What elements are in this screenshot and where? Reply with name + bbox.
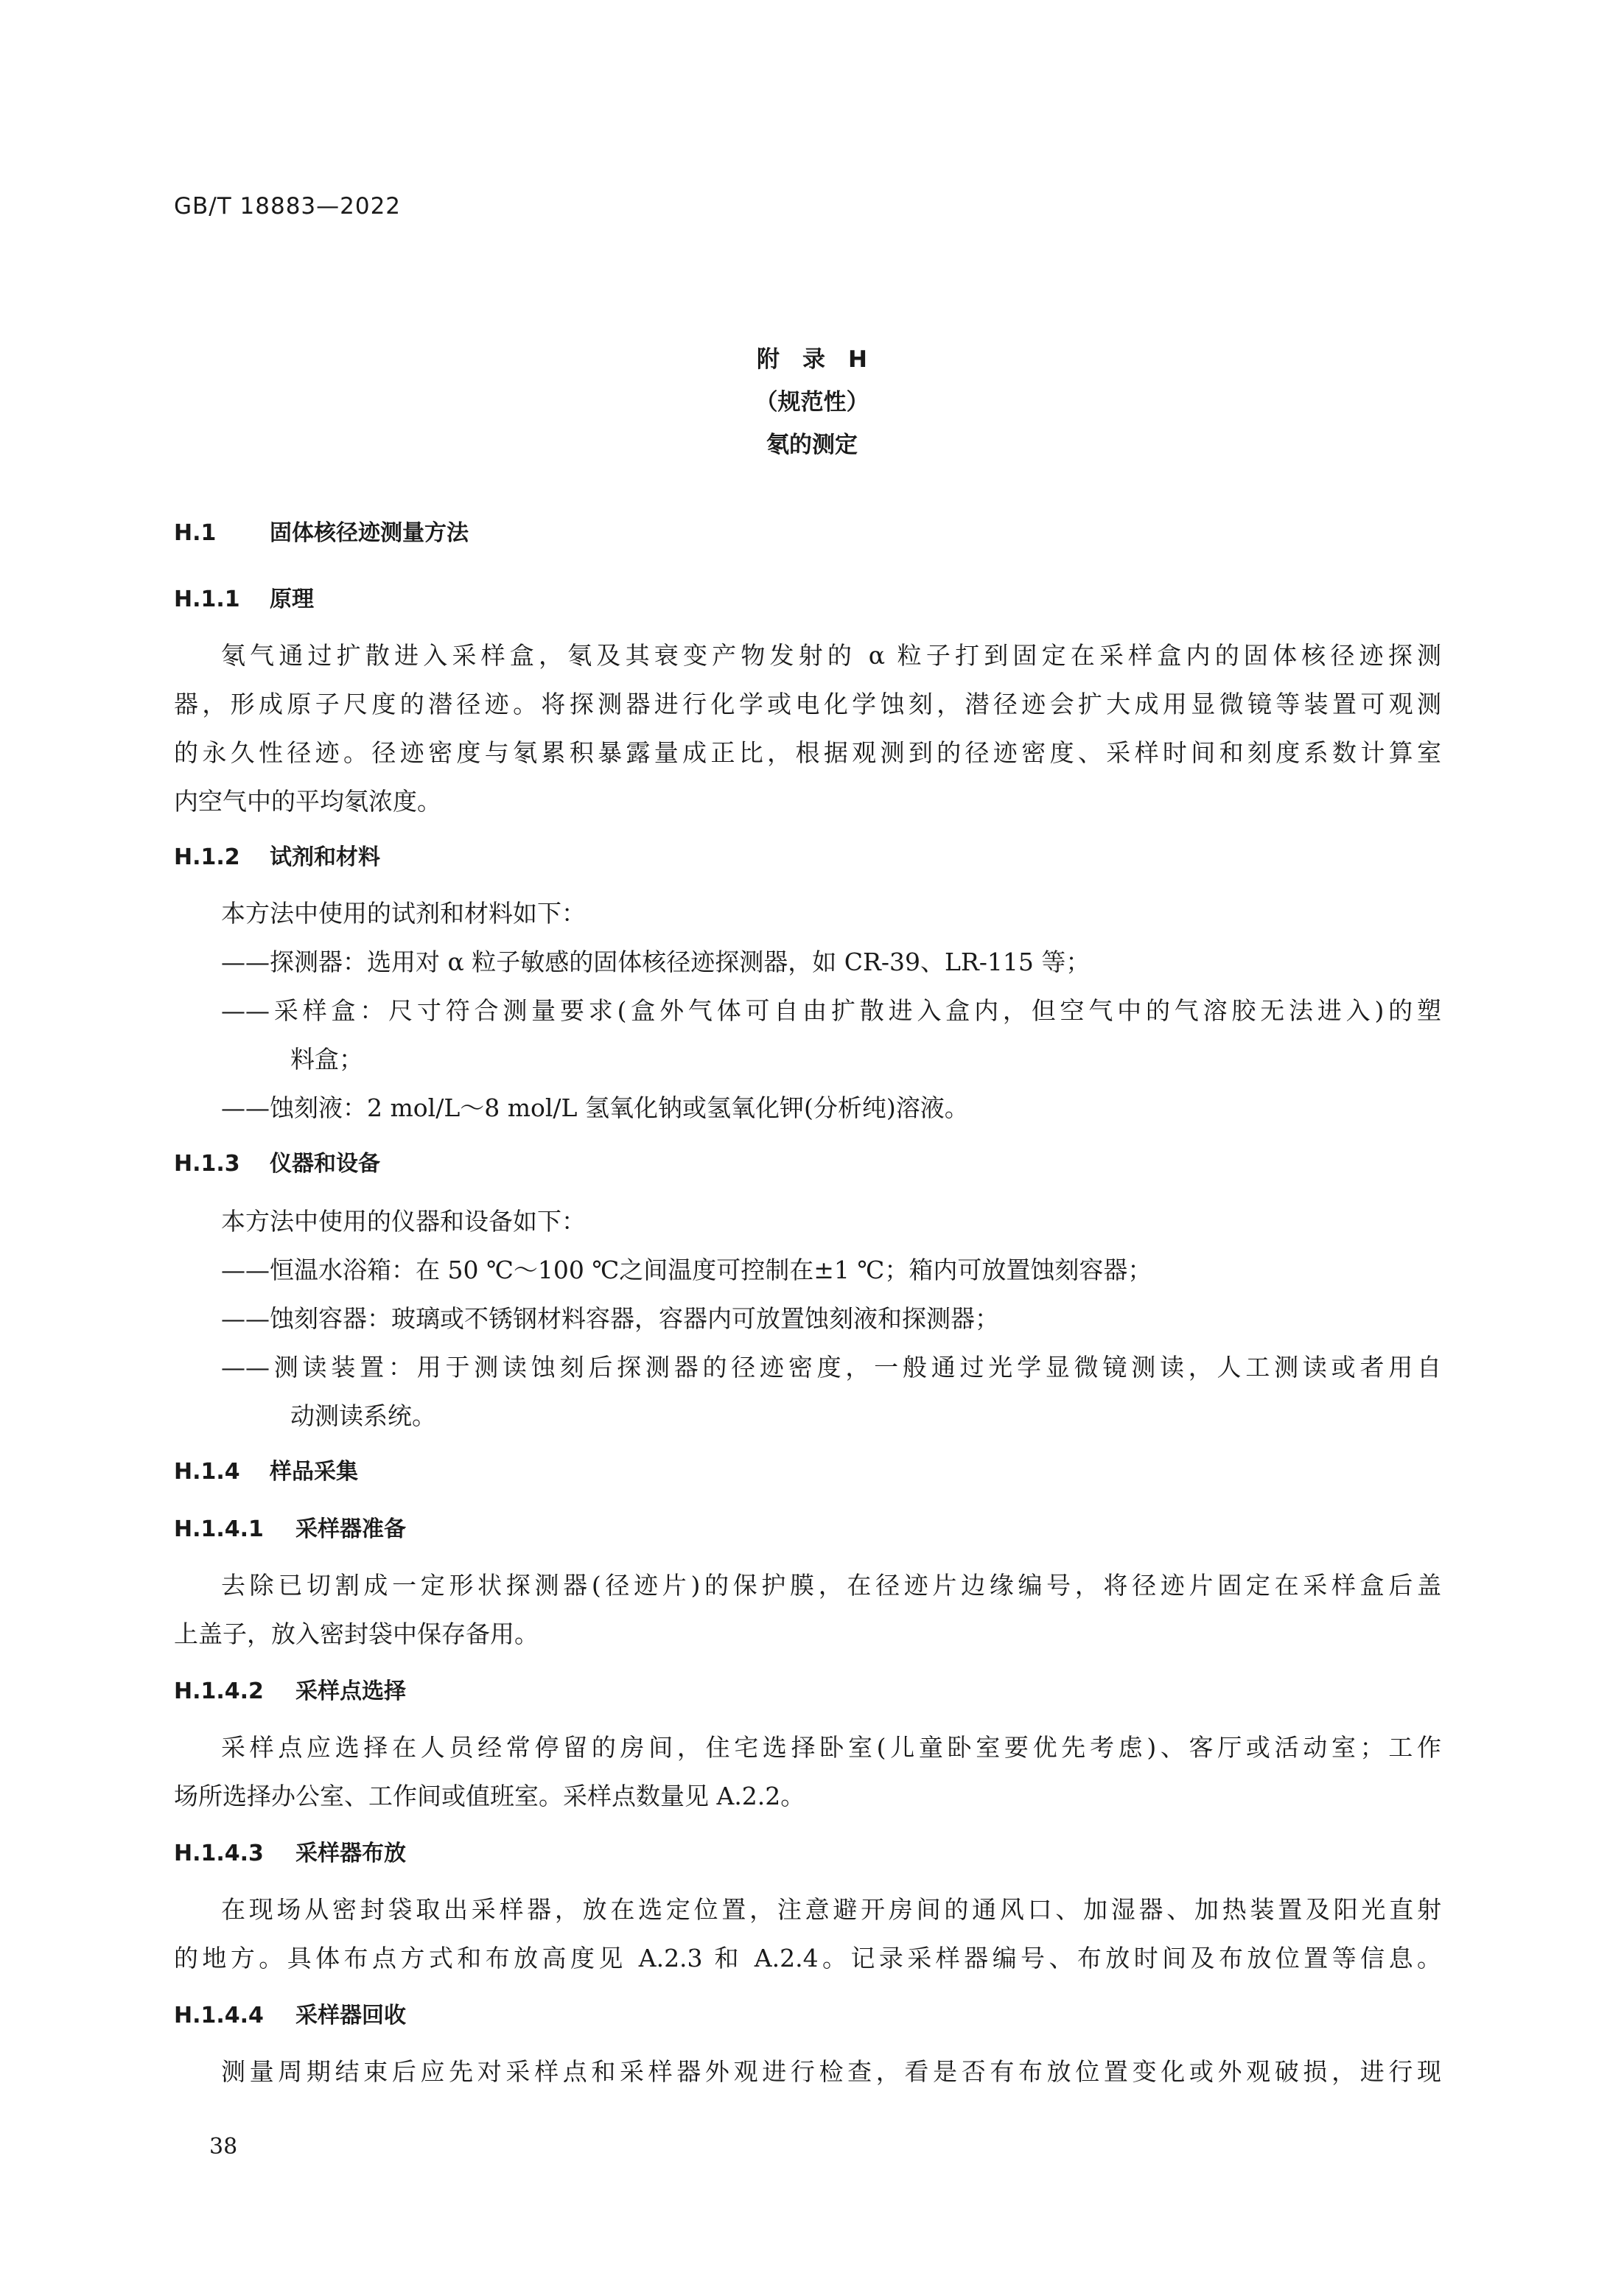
section-heading-h1-4-2: [174, 1673, 406, 1705]
section-title: 样品采集: [270, 1459, 358, 1485]
paragraph-line: 氡气通过扩散进入采样盒，氡及其衰变产物发射的 α 粒子打到固定在采样盒内的固体核径迹探测: [221, 641, 1441, 670]
section-heading-h1-1: [174, 581, 314, 613]
paragraph-line: 去除已切割成一定形状探测器(径迹片)的保护膜，在径迹片边缘编号，将径迹片固定在采样盒后盖: [221, 1571, 1441, 1600]
section-heading-h1-4-4: [174, 1997, 406, 2029]
section-number: H.1.4.1: [174, 1516, 264, 1542]
paragraph-line: 内空气中的平均氡浓度。: [174, 787, 441, 816]
section-heading-h1-2: [174, 839, 380, 871]
section-number: H.1.4.4: [174, 2003, 264, 2028]
section-heading-h1: [174, 514, 469, 547]
paragraph-line: 上盖子，放入密封袋中保存备用。: [174, 1620, 539, 1648]
paragraph-line: 本方法中使用的仪器和设备如下：: [221, 1207, 586, 1236]
section-heading-h1-4: [174, 1453, 358, 1485]
section-number: H.1.3: [174, 1151, 240, 1177]
section-title: 采样点选择: [295, 1678, 406, 1704]
paragraph-line: 本方法中使用的试剂和材料如下：: [221, 899, 586, 928]
section-heading-h1-3: [174, 1145, 380, 1177]
paragraph-line: 的地方。具体布点方式和布放高度见 A.2.3 和 A.2.4。记录采样器编号、布放时间及布放位置等信息。: [174, 1944, 1441, 1972]
paragraph-line: 的永久性径迹。径迹密度与氡累积暴露量成正比，根据观测到的径迹密度、采样时间和刻度系数计算室: [174, 738, 1441, 767]
section-heading-h1-4-3: [174, 1835, 406, 1867]
section-title: 仪器和设备: [270, 1151, 380, 1177]
section-number: H.1.4.2: [174, 1678, 264, 1704]
section-number: H.1.4.3: [174, 1841, 264, 1866]
section-number: H.1.2: [174, 844, 240, 870]
section-number: H.1: [174, 520, 217, 546]
section-title: 采样器准备: [295, 1516, 406, 1542]
section-title: 原理: [270, 587, 314, 612]
list-item-continuation: 料盒；: [290, 1045, 363, 1074]
page-number: 38: [209, 2134, 238, 2160]
section-title: 固体核径迹测量方法: [270, 520, 469, 546]
list-item: ——测读装置：用于测读蚀刻后探测器的径迹密度，一般通过光学显微镜测读，人工测读或者用自: [221, 1353, 1441, 1382]
paragraph-line: 在现场从密封袋取出采样器，放在选定位置，注意避开房间的通风口、加湿器、加热装置及阳光直射: [221, 1895, 1441, 1924]
paragraph-line: 测量周期结束后应先对采样点和采样器外观进行检查，看是否有布放位置变化或外观破损，进行现: [221, 2057, 1441, 2086]
section-number: H.1.1: [174, 587, 240, 612]
paragraph-line: 场所选择办公室、工作间或值班室。采样点数量见 A.2.2。: [174, 1782, 805, 1810]
section-number: H.1.4: [174, 1459, 240, 1485]
document-id: GB/T 18883—2022: [174, 193, 402, 220]
list-item: ——蚀刻液：2 mol/L～8 mol/L 氢氧化钠或氢氧化钾(分析纯)溶液。: [221, 1093, 969, 1122]
appendix-title: 附 录 H: [757, 346, 867, 373]
section-title: 采样器布放: [295, 1841, 406, 1866]
paragraph-line: 采样点应选择在人员经常停留的房间，住宅选择卧室(儿童卧室要优先考虑)、客厅或活动室；工作: [221, 1733, 1441, 1762]
list-item-continuation: 动测读系统。: [290, 1401, 436, 1430]
list-item: ——蚀刻容器：玻璃或不锈钢材料容器，容器内可放置蚀刻液和探测器；: [221, 1304, 999, 1333]
appendix-name: 氡的测定: [766, 432, 858, 458]
section-title: 采样器回收: [295, 2003, 406, 2028]
list-item: ——采样盒：尺寸符合测量要求(盒外气体可自由扩散进入盒内，但空气中的气溶胶无法进入)的塑: [221, 996, 1441, 1025]
section-title: 试剂和材料: [270, 844, 380, 870]
list-item: ——探测器：选用对 α 粒子敏感的固体核径迹探测器，如 CR-39、LR-115 等；: [221, 948, 1091, 976]
section-heading-h1-4-1: [174, 1510, 406, 1543]
paragraph-line: 器，形成原子尺度的潜径迹。将探测器进行化学或电化学蚀刻，潜径迹会扩大成用显微镜等装置可观测: [174, 690, 1441, 718]
list-item: ——恒温水浴箱：在 50 ℃～100 ℃之间温度可控制在±1 ℃；箱内可放置蚀刻容器；: [221, 1256, 1152, 1284]
appendix-nature: （规范性）: [755, 389, 869, 416]
